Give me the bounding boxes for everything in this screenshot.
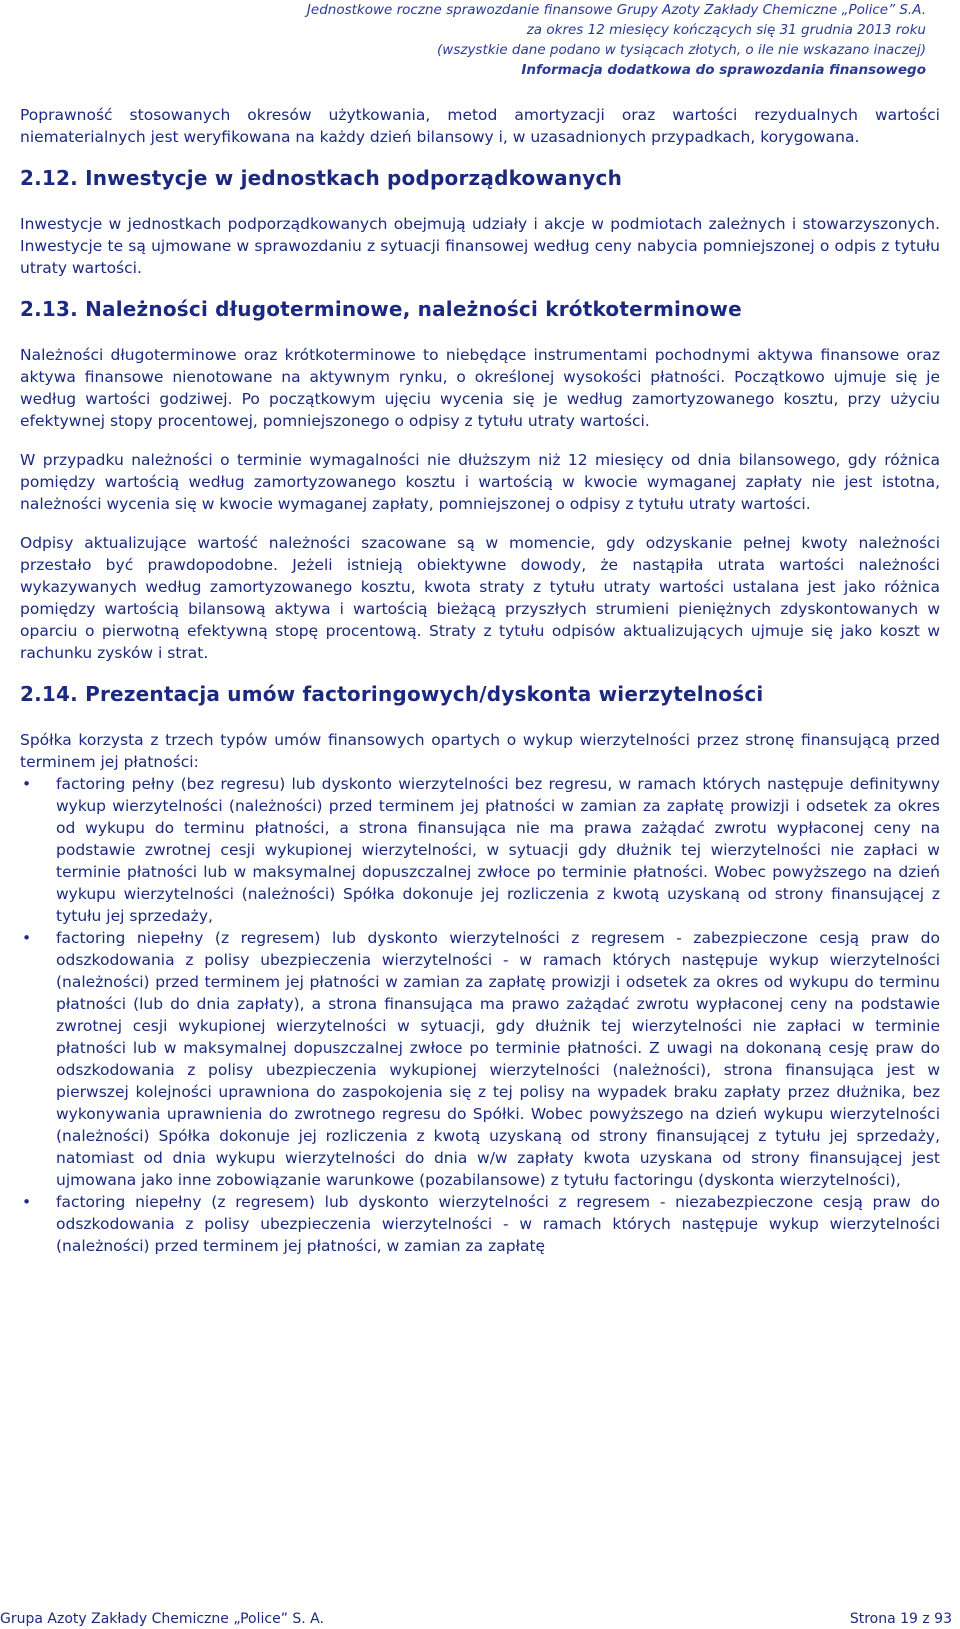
section-heading-2-14: 2.14. Prezentacja umów factoringowych/dyskonta wierzytelności <box>20 682 764 706</box>
section-2-13-paragraph-1: Należności długoterminowe oraz krótkoterminowe to niebędące instrumentami pochodnymi aktywa finansowe oraz aktywa finansowe nienotowane na aktywnym rynku, o określonej wysokości płatności. Początkowo ujmuje się je według wartości godziwej. Po początkowym ujęciu wycenia się je według zamortyzowanego kosztu, przy użyciu efektywnej stopy procentowej, pomniejszonego o odpisy z tytułu utraty wartości. <box>20 346 940 430</box>
section-heading-2-13: 2.13. Należności długoterminowe, należności krótkoterminowe <box>20 297 742 321</box>
section-2-13-paragraph-3: Odpisy aktualizujące wartość należności szacowane są w momencie, gdy odzyskanie pełnej kwoty należności przestało być prawdopodobne. Jeżeli istnieją obiektywne dowody, że nastąpiła utrata wartości należności wykazywanych według zamortyzowanego kosztu, kwota straty z tytułu utraty wartości ustalana jest jako różnica pomiędzy wartością bilansową aktywa i wartością bieżącą przyszłych strumieni pieniężnych zdyskontowanych w oparciu o pierwotną efektywną stopę procentową. Straty z tytułu odpisów aktualizujących ujmuje się jako koszt w rachunku zysków i strat. <box>20 534 940 662</box>
section-2-13-paragraph-2: W przypadku należności o terminie wymagalności nie dłuższym niż 12 miesięcy od dnia bilansowego, gdy różnica pomiędzy wartością według zamortyzowanego kosztu i wartością w kwocie wymaganej zapłaty nie jest istotna, należności wycenia się w kwocie wymaganej zapłaty, pomniejszonej o odpisy z tytułu utraty wartości. <box>20 451 940 513</box>
factoring-types-list <box>20 773 940 1257</box>
report-title: Jednostkowe roczne sprawozdanie finansowe Grupy Azoty Zakłady Chemiczne „Police” S.A. <box>306 2 926 18</box>
report-section: Informacja dodatkowa do sprawozdania finansowego <box>521 62 926 78</box>
report-units-note: (wszystkie dane podano w tysiącach złotych, o ile nie wskazano inaczej) <box>437 42 926 58</box>
section-2-12-paragraph: Inwestycje w jednostkach podporządkowanych obejmują udziały i akcje w podmiotach zależnych i stowarzyszonych. Inwestycje te są ujmowane w sprawozdaniu z sytuacji finansowej według ceny nabycia pomniejszonej o odpis z tytułu utraty wartości. <box>20 215 940 277</box>
document-body <box>20 104 940 1257</box>
list-item: • factoring pełny (bez regresu) lub dyskonto wierzytelności bez regresu, w ramach których następuje definitywny wykup wierzytelności (należności) przed terminem jej płatności w zamian za zapłatę prowizji i odsetek za okres od wykupu do terminu płatności, a strona finansująca nie ma prawa zażądać zwrotu wypłaconej ceny na podstawie zwrotnej cesji wykupionej wierzytelności, w sytuacji gdy dłużnik tej wierzytelności nie zapłaci w terminie płatności lub w maksymalnej dopuszczalnej zwłoce po terminie płatności. Wobec powyższego na dzień wykupu wierzytelności (należności) Spółka dokonuje jej rozliczenia z kwotą uzyskaną od strony finansującej z tytułu jej sprzedaży, <box>56 773 940 927</box>
list-item: • factoring niepełny (z regresem) lub dyskonto wierzytelności z regresem - zabezpieczone cesją praw do odszkodowania z polisy ubezpieczenia wierzytelności - w ramach których następuje wykup wierzytelności (należności) przed terminem jej płatności w zamian za zapłatę prowizji i odsetek za okres od wykupu do terminu płatności (lub do dnia zapłaty), a strona finansująca ma prawo zażądać zwrotu wypłaconej ceny na podstawie zwrotnej cesji wykupionej wierzytelności w sytuacji, gdy dłużnik tej wierzytelności nie zapłaci w terminie płatności lub w maksymalnej dopuszczalnej zwłoce po terminie płatności. Z uwagi na dokonaną cesję praw do odszkodowania z polisy ubezpieczenia wykupionej wierzytelności (należności), strona finansująca jest w pierwszej kolejności uprawniona do zaspokojenia się z tej polisy na wypadek braku zapłaty przez dłużnika, bez wykonywania uprawnienia do zwrotnego regresu do Spółki. Wobec powyższego na dzień wykupu wierzytelności (należności) Spółka dokonuje jej rozliczenia z kwotą uzyskaną od strony finansującej z tytułu jej sprzedaży, natomiast od dnia wykupu wierzytelności do dnia w/w zapłaty kwota uzyskana od strony finansującej jest ujmowana jako inne zobowiązanie warunkowe (pozabilansowe) z tytułu factoringu (dyskonta wierzytelności), <box>56 927 940 1191</box>
section-heading-2-12: 2.12. Inwestycje w jednostkach podporządkowanych <box>20 166 623 190</box>
document-header <box>26 0 926 80</box>
list-item: • factoring niepełny (z regresem) lub dyskonto wierzytelności z regresem - niezabezpieczone cesją praw do odszkodowania z polisy ubezpieczenia wierzytelności - w ramach których następuje wykup wierzytelności (należności) przed terminem jej płatności, w zamian za zapłatę <box>56 1191 940 1257</box>
intro-paragraph: Poprawność stosowanych okresów użytkowania, metod amortyzacji oraz wartości rezydualnych wartości niematerialnych jest weryfikowana na każdy dzień bilansowy i, w uzasadnionych przypadkach, korygowana. <box>20 106 940 146</box>
page-footer <box>0 1605 960 1629</box>
page-number: Strona 19 z 93 <box>849 1611 952 1627</box>
report-period: za okres 12 miesięcy kończących się 31 grudnia 2013 roku <box>526 22 926 38</box>
section-2-14-intro: Spółka korzysta z trzech typów umów finansowych opartych o wykup wierzytelności przez stronę finansującą przed terminem jej płatności: <box>20 731 940 771</box>
footer-company-name: Grupa Azoty Zakłady Chemiczne „Police” S. A. <box>0 1611 324 1627</box>
